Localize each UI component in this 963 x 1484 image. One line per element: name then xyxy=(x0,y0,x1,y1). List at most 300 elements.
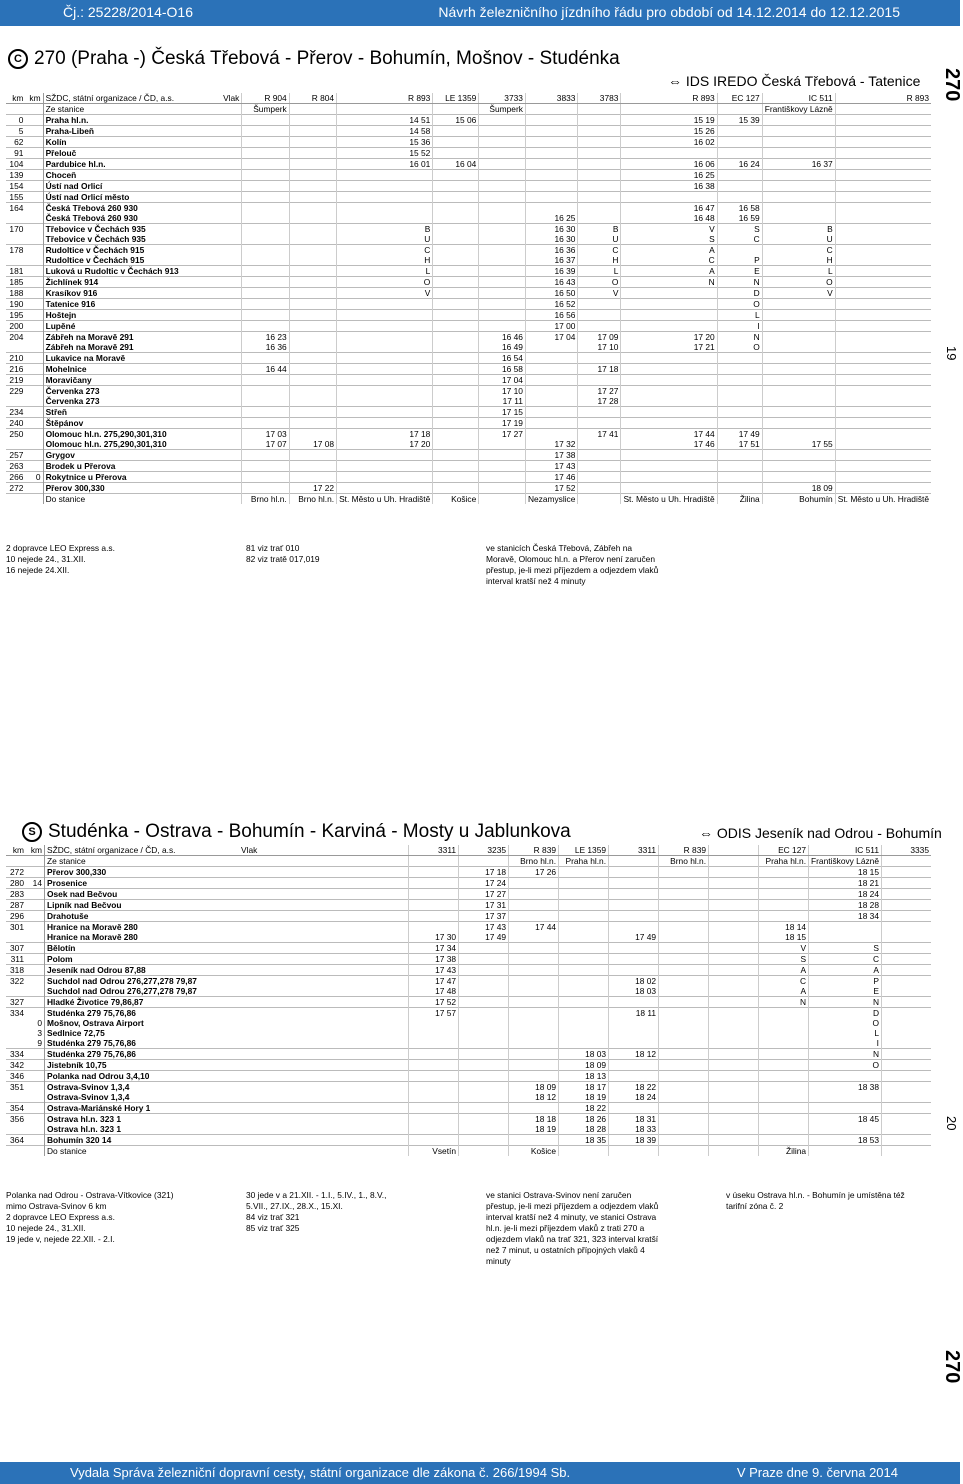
station-row-cell: Bohumín 320 14 xyxy=(45,1135,240,1146)
station-row-cell xyxy=(762,148,835,159)
station-row-cell xyxy=(882,1038,932,1049)
station-row-cell xyxy=(459,1082,509,1093)
station-row-cell: Rudoltice v Čechách 915 xyxy=(43,255,221,266)
station-row-cell xyxy=(409,900,459,911)
station-row-cell xyxy=(409,922,459,933)
station-row-cell xyxy=(835,137,931,148)
station-row-cell xyxy=(759,1060,809,1071)
station-row-cell: 17 52 xyxy=(525,483,577,494)
station-row-cell xyxy=(479,148,526,159)
station-row-cell xyxy=(559,943,609,954)
station-row-cell xyxy=(459,965,509,976)
station-row xyxy=(6,299,931,310)
station-row-cell: Přerov 300,330 xyxy=(43,483,221,494)
footnote: 85 viz trať 325 xyxy=(246,1223,300,1233)
station-row-cell xyxy=(242,418,289,429)
station-row-cell: Sedlnice 72,75 xyxy=(45,1028,240,1038)
to-station-row-cell: Brno hl.n. xyxy=(242,494,289,505)
station-row-cell xyxy=(433,375,479,386)
station-row-cell xyxy=(337,472,433,483)
station-row-cell xyxy=(433,353,479,364)
station-row-cell: Přerov 300,330 xyxy=(45,867,240,878)
station-row-cell xyxy=(525,137,577,148)
station-row xyxy=(6,1049,931,1060)
station-row-cell xyxy=(759,878,809,889)
to-station-row xyxy=(6,1146,931,1157)
station-row-cell xyxy=(835,375,931,386)
station-row-cell: 250 xyxy=(6,429,25,440)
station-row-cell xyxy=(509,976,559,987)
station-row-cell xyxy=(221,224,242,235)
footnote: 16 nejede 24.XII. xyxy=(6,565,70,575)
from-station-row-cell xyxy=(882,856,932,867)
station-row-cell xyxy=(709,1028,759,1038)
station-row-cell xyxy=(26,1103,45,1114)
station-row-cell: 185 xyxy=(6,277,25,288)
station-row-cell xyxy=(242,203,289,214)
station-row-cell xyxy=(525,115,577,126)
station-row-cell xyxy=(882,1124,932,1135)
from-station-row-cell: Ze stanice xyxy=(43,104,221,115)
station-row-cell xyxy=(835,461,931,472)
station-row-cell xyxy=(433,299,479,310)
station-row-cell: 16 38 xyxy=(621,181,717,192)
station-row-cell xyxy=(242,126,289,137)
station-row xyxy=(6,472,931,483)
station-row-cell xyxy=(433,245,479,256)
station-row-cell xyxy=(835,224,931,235)
station-row-cell: 311 xyxy=(6,954,26,965)
station-row-cell xyxy=(882,1082,932,1093)
station-row-cell xyxy=(25,342,43,353)
station-row-cell: 18 17 xyxy=(559,1082,609,1093)
station-row-cell xyxy=(762,418,835,429)
station-row-cell xyxy=(25,375,43,386)
station-row-cell: 18 03 xyxy=(609,986,659,997)
station-row-cell: 15 52 xyxy=(337,148,433,159)
station-row-cell: D xyxy=(717,288,762,299)
station-row-cell: 301 xyxy=(6,922,26,933)
station-row-cell xyxy=(709,878,759,889)
station-row-cell xyxy=(659,1135,709,1146)
station-row-cell: 16 25 xyxy=(525,213,577,224)
to-station-row-cell xyxy=(578,494,621,505)
station-row-cell xyxy=(762,321,835,332)
station-row-cell: L xyxy=(762,266,835,277)
station-row-cell xyxy=(762,126,835,137)
station-row-cell: 16 01 xyxy=(337,159,433,170)
station-row xyxy=(6,418,931,429)
station-row-cell: 18 38 xyxy=(809,1082,882,1093)
station-row-cell: Hoštejn xyxy=(43,310,221,321)
station-row-cell: 18 34 xyxy=(809,911,882,922)
station-row xyxy=(6,997,931,1008)
header-row xyxy=(6,93,931,104)
station-row-cell xyxy=(337,170,433,181)
station-row-cell xyxy=(709,932,759,943)
footnote: 82 viz tratě 017,019 xyxy=(246,554,320,564)
station-row-cell xyxy=(433,461,479,472)
station-row-cell: O xyxy=(578,277,621,288)
station-row-cell: N xyxy=(809,997,882,1008)
station-row-cell xyxy=(337,396,433,407)
station-row-cell xyxy=(337,450,433,461)
station-row-cell xyxy=(709,1114,759,1125)
station-row-cell xyxy=(659,1071,709,1082)
header-row-cell: km xyxy=(26,845,45,856)
station-row-cell xyxy=(479,126,526,137)
station-row-cell xyxy=(525,148,577,159)
station-row xyxy=(6,439,931,450)
station-row-cell: 17 43 xyxy=(409,965,459,976)
station-row-cell: 104 xyxy=(6,159,25,170)
station-row-cell xyxy=(762,396,835,407)
station-row-cell: 17 30 xyxy=(409,932,459,943)
station-row-cell xyxy=(221,342,242,353)
station-row-cell: Brodek u Přerova xyxy=(43,461,221,472)
station-row-cell: Drahotuše xyxy=(45,911,240,922)
station-row-cell: Mohelnice xyxy=(43,364,221,375)
station-row-cell xyxy=(621,353,717,364)
station-row-cell xyxy=(609,965,659,976)
station-row-cell xyxy=(578,192,621,203)
station-row-cell: 17 28 xyxy=(578,396,621,407)
station-row-cell: 17 31 xyxy=(459,900,509,911)
to-station-row-cell: Žilina xyxy=(717,494,762,505)
station-row-cell xyxy=(835,181,931,192)
station-row xyxy=(6,911,931,922)
station-row-cell xyxy=(882,1092,932,1103)
station-row-cell: 17 21 xyxy=(621,342,717,353)
station-row-cell xyxy=(239,1071,409,1082)
station-row-cell: Rudoltice v Čechách 915 xyxy=(43,245,221,256)
station-row-cell xyxy=(337,332,433,343)
station-row-cell: 16 54 xyxy=(479,353,526,364)
station-row xyxy=(6,900,931,911)
station-row-cell: 200 xyxy=(6,321,25,332)
station-row-cell xyxy=(289,418,336,429)
station-row-cell xyxy=(509,986,559,997)
station-row-cell xyxy=(433,407,479,418)
from-station-row-cell xyxy=(25,104,43,115)
table1-title: C 270 (Praha -) Česká Třebová - Přerov - Bohumín, Mošnov - Studénka xyxy=(8,48,620,70)
station-row-cell: V xyxy=(762,288,835,299)
to-station-row-cell xyxy=(459,1146,509,1157)
station-row-cell xyxy=(26,997,45,1008)
station-row-cell: Pardubice hl.n. xyxy=(43,159,221,170)
station-row-cell: 334 xyxy=(6,1049,26,1060)
station-row-cell: 240 xyxy=(6,418,25,429)
station-row-cell xyxy=(509,889,559,900)
station-row-cell: 155 xyxy=(6,192,25,203)
station-row-cell: 234 xyxy=(6,407,25,418)
station-row-cell xyxy=(479,170,526,181)
station-row-cell xyxy=(433,224,479,235)
station-row-cell: Prosenice xyxy=(45,878,240,889)
station-row-cell: 229 xyxy=(6,386,25,397)
station-row-cell xyxy=(559,954,609,965)
station-row-cell: A xyxy=(621,245,717,256)
station-row-cell xyxy=(835,407,931,418)
station-row-cell xyxy=(221,203,242,214)
station-row xyxy=(6,1135,931,1146)
to-station-row-cell: Brno hl.n. xyxy=(289,494,336,505)
station-row-cell xyxy=(221,461,242,472)
station-row-cell: 17 20 xyxy=(337,439,433,450)
station-row-cell xyxy=(459,1049,509,1060)
station-row-cell xyxy=(221,375,242,386)
station-row-cell xyxy=(578,299,621,310)
station-row-cell xyxy=(242,375,289,386)
station-row-cell: 18 35 xyxy=(559,1135,609,1146)
station-row-cell xyxy=(26,1135,45,1146)
station-row-cell xyxy=(609,1028,659,1038)
station-row-cell: 139 xyxy=(6,170,25,181)
station-row-cell xyxy=(289,450,336,461)
station-row xyxy=(6,1103,931,1114)
header-row-cell: km xyxy=(6,93,25,104)
from-station-row-cell xyxy=(835,104,931,115)
station-row-cell xyxy=(525,418,577,429)
station-row-cell xyxy=(835,342,931,353)
station-row-cell xyxy=(433,277,479,288)
station-row-cell xyxy=(835,288,931,299)
station-row-cell: 15 36 xyxy=(337,137,433,148)
station-row-cell: Ostrava-Mariánské Hory 1 xyxy=(45,1103,240,1114)
station-row-cell xyxy=(289,234,336,245)
station-row-cell xyxy=(559,911,609,922)
header-row-cell: Vlak xyxy=(239,845,409,856)
station-row-cell xyxy=(717,364,762,375)
station-row-cell xyxy=(762,429,835,440)
to-station-row-cell xyxy=(239,1146,409,1157)
header-row-cell: 3335 xyxy=(882,845,932,856)
station-row-cell xyxy=(239,1060,409,1071)
station-row-cell xyxy=(759,1018,809,1028)
station-row xyxy=(6,170,931,181)
station-row-cell xyxy=(578,310,621,321)
station-row-cell xyxy=(621,418,717,429)
header-row-cell: 3833 xyxy=(525,93,577,104)
to-station-row-cell xyxy=(221,494,242,505)
station-row-cell: 356 xyxy=(6,1114,26,1125)
station-row-cell xyxy=(559,986,609,997)
station-row-cell xyxy=(509,965,559,976)
station-row-cell xyxy=(239,1114,409,1125)
station-row-cell xyxy=(25,396,43,407)
station-row-cell: 17 07 xyxy=(242,439,289,450)
station-row-cell xyxy=(25,192,43,203)
station-row-cell: 283 xyxy=(6,889,26,900)
station-row-cell xyxy=(25,483,43,494)
footnote: interval kratší než 4 minuty xyxy=(486,576,586,586)
station-row-cell xyxy=(26,922,45,933)
station-row-cell xyxy=(509,997,559,1008)
station-row-cell xyxy=(835,277,931,288)
station-row-cell: Hladké Životice 79,86,87 xyxy=(45,997,240,1008)
station-row-cell xyxy=(479,192,526,203)
station-row-cell: 15 39 xyxy=(717,115,762,126)
station-row-cell xyxy=(479,472,526,483)
station-row-cell xyxy=(479,159,526,170)
station-row-cell xyxy=(762,450,835,461)
station-row-cell xyxy=(609,889,659,900)
station-row-cell xyxy=(759,1124,809,1135)
station-row-cell xyxy=(717,170,762,181)
station-row-cell: 17 27 xyxy=(459,889,509,900)
station-row-cell xyxy=(479,213,526,224)
station-row-cell xyxy=(578,203,621,214)
station-row-cell: Polanka nad Odrou 3,4,10 xyxy=(45,1071,240,1082)
station-row-cell xyxy=(239,1103,409,1114)
footnote: odjezdem vlaků na trať 321, 323 interval kratší xyxy=(486,1234,659,1244)
station-row-cell: Červenka 273 xyxy=(43,386,221,397)
station-row-cell xyxy=(242,310,289,321)
station-row-cell xyxy=(835,234,931,245)
station-row-cell xyxy=(221,364,242,375)
station-row-cell xyxy=(289,170,336,181)
station-row-cell: 17 55 xyxy=(762,439,835,450)
station-row-cell xyxy=(759,1082,809,1093)
station-row-cell xyxy=(289,299,336,310)
footnote: 19 jede v, nejede 22.XII. - 2.I. xyxy=(6,1234,115,1244)
station-row-cell xyxy=(26,867,45,878)
station-row-cell xyxy=(221,407,242,418)
station-row-cell: 18 15 xyxy=(809,867,882,878)
station-row-cell xyxy=(835,386,931,397)
station-row-cell xyxy=(559,922,609,933)
station-row-cell xyxy=(762,342,835,353)
station-row xyxy=(6,878,931,889)
station-row-cell xyxy=(709,922,759,933)
station-row-cell xyxy=(289,321,336,332)
station-row-cell xyxy=(221,386,242,397)
station-row-cell: 190 xyxy=(6,299,25,310)
header-row-cell: 3783 xyxy=(578,93,621,104)
station-row xyxy=(6,1071,931,1082)
header-row-cell: IC 511 xyxy=(762,93,835,104)
station-row-cell: 17 44 xyxy=(621,429,717,440)
station-row-cell xyxy=(239,1049,409,1060)
station-row-cell xyxy=(835,353,931,364)
station-row xyxy=(6,321,931,332)
station-row-cell xyxy=(337,213,433,224)
station-row-cell xyxy=(26,900,45,911)
station-row-cell xyxy=(578,159,621,170)
station-row-cell xyxy=(433,364,479,375)
station-row-cell xyxy=(609,943,659,954)
station-row-cell xyxy=(621,299,717,310)
station-row-cell: 364 xyxy=(6,1135,26,1146)
station-row-cell: 18 53 xyxy=(809,1135,882,1146)
station-row-cell xyxy=(717,353,762,364)
footnote: Polanka nad Odrou - Ostrava-Vítkovice (321) xyxy=(6,1190,174,1200)
station-row-cell: Ostrava hl.n. 323 1 xyxy=(45,1114,240,1125)
station-row xyxy=(6,1038,931,1049)
station-row-cell: 18 33 xyxy=(609,1124,659,1135)
station-row-cell: Jistebník 10,75 xyxy=(45,1060,240,1071)
station-row xyxy=(6,965,931,976)
station-row-cell xyxy=(459,1092,509,1103)
station-row xyxy=(6,192,931,203)
station-row-cell: 17 37 xyxy=(459,911,509,922)
station-row xyxy=(6,148,931,159)
station-row-cell: 16 58 xyxy=(479,364,526,375)
station-row-cell xyxy=(26,986,45,997)
station-row-cell xyxy=(337,386,433,397)
station-row-cell xyxy=(337,461,433,472)
station-row-cell xyxy=(25,245,43,256)
station-row-cell xyxy=(882,900,932,911)
station-row-cell xyxy=(289,288,336,299)
station-row-cell: Lupěné xyxy=(43,321,221,332)
station-row-cell xyxy=(882,889,932,900)
station-row-cell: 195 xyxy=(6,310,25,321)
station-row-cell: 17 18 xyxy=(337,429,433,440)
station-row-cell: I xyxy=(809,1038,882,1049)
station-row-cell xyxy=(621,364,717,375)
station-row-cell xyxy=(882,976,932,987)
station-row-cell xyxy=(433,148,479,159)
station-row-cell xyxy=(221,310,242,321)
station-row-cell xyxy=(479,299,526,310)
station-row-cell xyxy=(242,224,289,235)
station-row-cell: U xyxy=(578,234,621,245)
station-row-cell xyxy=(242,407,289,418)
from-station-row-cell xyxy=(409,856,459,867)
table2-ids: ⇔ ODIS Jeseník nad Odrou - Bohumín xyxy=(699,825,942,841)
station-row-cell xyxy=(762,181,835,192)
station-row-cell xyxy=(6,234,25,245)
station-row-cell xyxy=(509,932,559,943)
station-row-cell xyxy=(26,1114,45,1125)
station-row-cell: L xyxy=(578,266,621,277)
station-row-cell xyxy=(659,1018,709,1028)
station-row-cell xyxy=(337,375,433,386)
station-row xyxy=(6,1028,931,1038)
station-row xyxy=(6,126,931,137)
station-row-cell xyxy=(433,181,479,192)
station-row-cell xyxy=(242,234,289,245)
footnote: hl.n. je-li mezi příjezdem vlaků z trati 270 a xyxy=(486,1223,645,1233)
station-row-cell xyxy=(835,472,931,483)
from-station-row-cell xyxy=(578,104,621,115)
station-row-cell xyxy=(242,148,289,159)
station-row-cell xyxy=(759,1092,809,1103)
station-row-cell xyxy=(221,170,242,181)
station-row-cell xyxy=(659,911,709,922)
station-row-cell: C xyxy=(337,245,433,256)
station-row-cell xyxy=(25,364,43,375)
station-row-cell xyxy=(835,115,931,126)
station-row-cell: Ostrava-Svinov 1,3,4 xyxy=(45,1092,240,1103)
station-row-cell xyxy=(479,310,526,321)
station-row-cell xyxy=(25,224,43,235)
station-row-cell xyxy=(559,997,609,1008)
station-row-cell xyxy=(221,450,242,461)
to-station-row-cell xyxy=(25,494,43,505)
station-row-cell: Polom xyxy=(45,954,240,965)
station-row-cell xyxy=(559,932,609,943)
station-row-cell xyxy=(25,159,43,170)
station-row-cell xyxy=(759,889,809,900)
station-row-cell: 62 xyxy=(6,137,25,148)
station-row-cell xyxy=(559,1038,609,1049)
station-row-cell xyxy=(835,429,931,440)
station-row-cell xyxy=(26,932,45,943)
station-row-cell: Studénka 279 75,76,86 xyxy=(45,1049,240,1060)
header-row-cell: R 893 xyxy=(621,93,717,104)
